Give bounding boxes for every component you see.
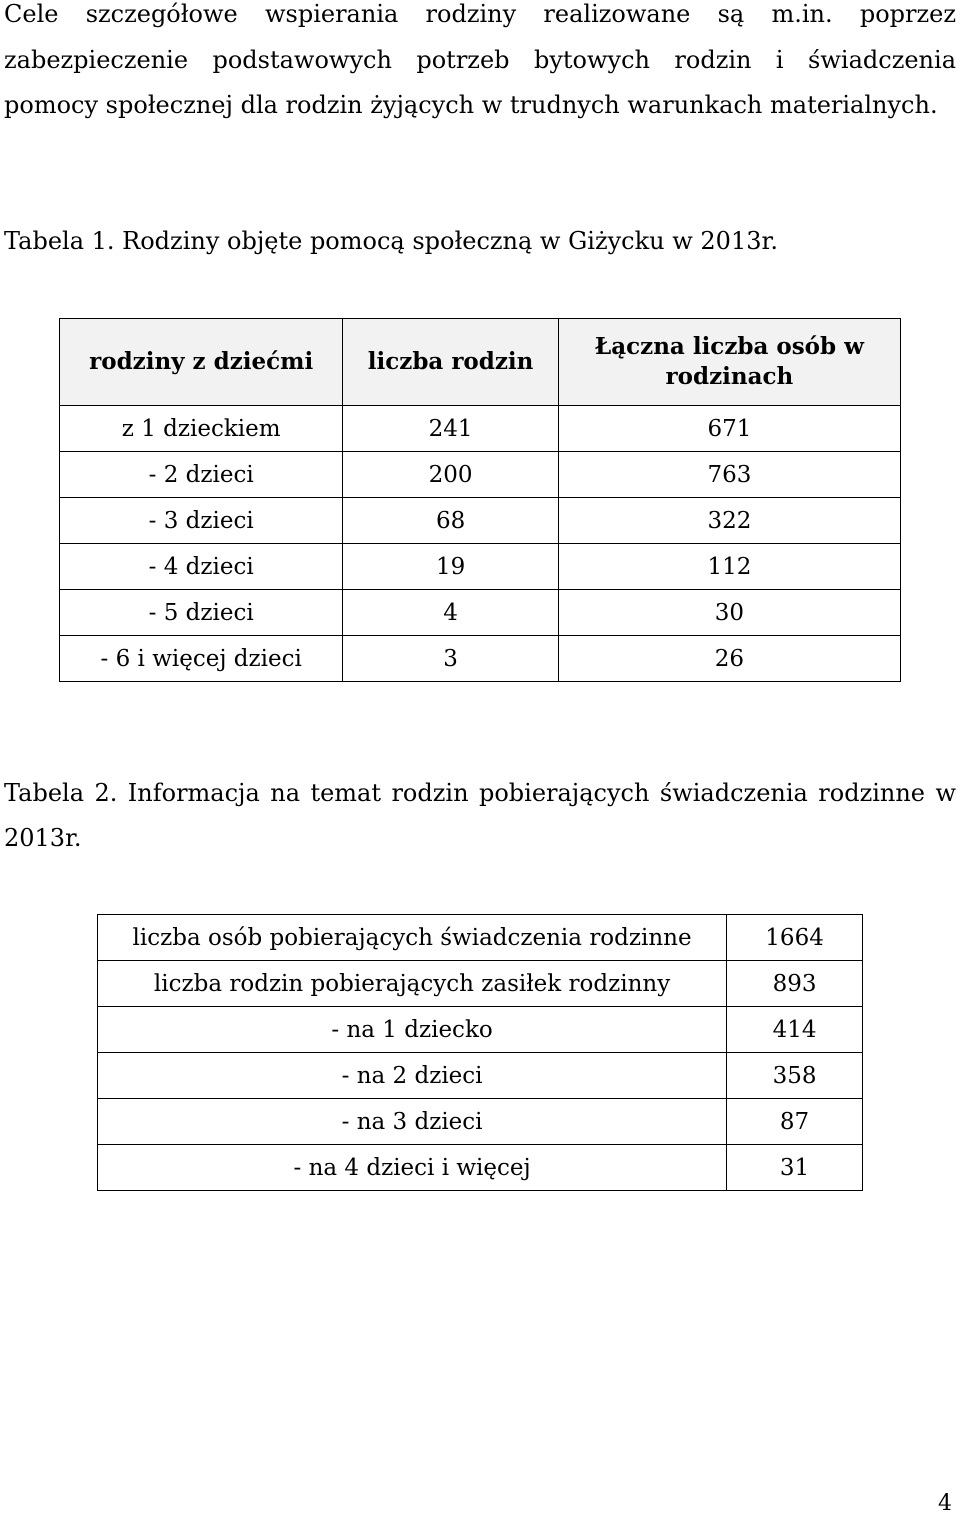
table-cell: - 4 dzieci [60,544,343,590]
table-row [98,1099,863,1145]
table-cell: 4 [343,590,558,636]
table-cell: 671 [558,406,900,452]
table-cell: 414 [727,1007,863,1053]
table-row [60,544,901,590]
table-cell: 358 [727,1053,863,1099]
table-row [98,1053,863,1099]
page-number: 4 [938,1491,952,1516]
column-header-total-persons: Łączna liczba osób w rodzinach [558,319,900,406]
table-cell: - na 1 dziecko [98,1007,727,1053]
table-row [98,961,863,1007]
table-cell: z 1 dzieckiem [60,406,343,452]
table-cell: 68 [343,498,558,544]
family-benefits-table [97,914,863,1191]
table-row [60,452,901,498]
table-cell: 31 [727,1145,863,1191]
table-cell: - na 2 dzieci [98,1053,727,1099]
table-cell: 19 [343,544,558,590]
table-cell: liczba osób pobierających świadczenia rodzinne [98,915,727,961]
table-cell: 3 [343,636,558,682]
table-cell: - 5 dzieci [60,590,343,636]
table-cell: 200 [343,452,558,498]
table-cell: - na 3 dzieci [98,1099,727,1145]
table-cell: 763 [558,452,900,498]
table-cell: 322 [558,498,900,544]
table-cell: - 3 dzieci [60,498,343,544]
column-header-families-with-children: rodziny z dziećmi [60,319,343,406]
table-cell: - na 4 dzieci i więcej [98,1145,727,1191]
table-cell: 112 [558,544,900,590]
table-cell: liczba rodzin pobierających zasiłek rodzinny [98,961,727,1007]
table-row [60,590,901,636]
table-row [60,498,901,544]
table-row [98,1145,863,1191]
table2-caption: Tabela 2. Informacja na temat rodzin pobierających świadczenia rodzinne w 2013r. [4,779,956,852]
table-cell: 1664 [727,915,863,961]
table1-caption: Tabela 1. Rodziny objęte pomocą społeczną w Giżycku w 2013r. [4,227,778,255]
table-row [60,406,901,452]
table-cell: 30 [558,590,900,636]
table-cell: 893 [727,961,863,1007]
table-row [98,915,863,961]
table-cell: - 6 i więcej dzieci [60,636,343,682]
table-cell: 87 [727,1099,863,1145]
families-assistance-table [59,318,901,682]
intro-paragraph: Cele szczegółowe wspierania rodziny realizowane są m.in. poprzez zabezpieczenie podstawowych potrzeb bytowych rodzin i świadczenia pomocy społecznej dla rodzin żyjących w trudnych warunkach materialnych. [4,0,956,119]
column-header-number-of-families: liczba rodzin [343,319,558,406]
table-cell: 241 [343,406,558,452]
table-cell: 26 [558,636,900,682]
table-row [60,636,901,682]
table-header-row [60,319,901,406]
table-row [98,1007,863,1053]
table-cell: - 2 dzieci [60,452,343,498]
